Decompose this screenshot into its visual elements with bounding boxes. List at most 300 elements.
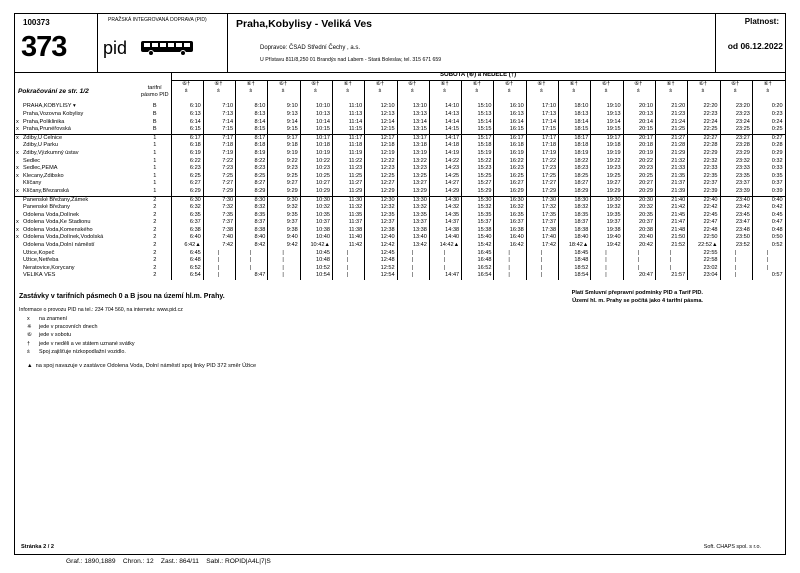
departure-time: | [655, 250, 687, 258]
stop-row [15, 234, 785, 242]
stop-mark: x [16, 219, 19, 226]
departure-time: 20:19 [623, 150, 655, 158]
line-box [15, 14, 98, 72]
departure-time: 14:40 [429, 234, 461, 242]
connection-note [27, 363, 256, 369]
service-code: ⑥† [688, 80, 720, 88]
departure-time: 0:23 [752, 111, 784, 119]
departure-time: 21:23 [655, 111, 687, 119]
departure-time: 23:04 [688, 272, 720, 280]
departure-time: 22:32 [688, 158, 720, 166]
departure-time: 22:24 [688, 119, 720, 127]
zones-note: Zastávky v tarifních pásmech 0 a B jsou na území hl.m. Prahy. [19, 293, 225, 300]
departure-time: | [591, 265, 623, 273]
stop-row [15, 173, 785, 181]
spacer-cell [655, 96, 687, 104]
departure-time: 12:40 [365, 234, 397, 242]
departure-time: 9:18 [268, 142, 300, 150]
departure-time: 11:23 [332, 165, 364, 173]
departure-time: 16:25 [494, 173, 526, 181]
departure-time: 22:29 [688, 150, 720, 158]
departure-time: 9:25 [268, 173, 300, 181]
departure-time: 19:15 [591, 126, 623, 134]
departure-time: 15:27 [462, 180, 494, 188]
departure-time: 18:52 [559, 265, 591, 273]
departure-time: 17:32 [526, 204, 558, 212]
departure-time: 14:22 [429, 158, 461, 166]
stop-name [15, 119, 139, 127]
departure-time: 19:22 [591, 158, 623, 166]
departure-time: 0:39 [752, 188, 784, 196]
legend-text: Spoj zajišťuje nízkopodlažní vozidlo. [39, 348, 126, 355]
stop-row [15, 257, 785, 265]
stop-zone: B [152, 103, 157, 110]
stop-name [15, 219, 139, 227]
departure-time: 11:40 [332, 234, 364, 242]
departure-time: 20:29 [623, 188, 655, 196]
service-code: ⑥† [462, 80, 494, 88]
codes-row [15, 80, 785, 88]
departure-time: 22:42 [688, 204, 720, 212]
departure-time: 13:15 [397, 126, 429, 134]
stop-name [15, 227, 139, 235]
service-code: ⑥† [397, 80, 429, 88]
departure-time: 15:10 [462, 103, 494, 111]
departure-time: 14:25 [429, 173, 461, 181]
stop-label: Neratovice,Korycany [23, 264, 75, 271]
departure-time: 13:27 [397, 180, 429, 188]
departure-time: 16:30 [494, 196, 526, 204]
service-code: ⑥† [526, 80, 558, 88]
departure-time: 9:10 [268, 103, 300, 111]
legend-item [27, 315, 135, 323]
departure-time: | [623, 257, 655, 265]
day-label: SOBOTA (⑥) a NEDĚLE (†) [171, 72, 785, 80]
spacer-cell [203, 96, 235, 104]
timetable-grid [15, 72, 785, 280]
departure-time: 7:19 [203, 150, 235, 158]
service-code: ⑥† [559, 80, 591, 88]
departure-time: 7:13 [203, 111, 235, 119]
departure-time: | [203, 250, 235, 258]
departure-time: 8:17 [236, 134, 268, 142]
departure-time: 8:25 [236, 173, 268, 181]
departure-time: 12:29 [365, 188, 397, 196]
brand-box [98, 14, 228, 72]
stop-mark: x [16, 126, 19, 133]
departure-time: 23:24 [720, 119, 752, 127]
low-floor-mark: ṡ [655, 88, 687, 96]
departure-time: 11:30 [332, 196, 364, 204]
connection-text: na spoj navazuje v zastávce Odolena Voda, Dolní náměstí spoj linky PID 372 směr Úžice [35, 363, 257, 369]
departure-time: 21:24 [655, 119, 687, 127]
stop-zone: 1 [153, 187, 157, 194]
departure-time: 20:15 [623, 126, 655, 134]
departure-time: 22:39 [688, 188, 720, 196]
departure-time: 6:42▲ [171, 242, 203, 250]
departure-time: 19:13 [591, 111, 623, 119]
stop-zone: 1 [153, 172, 157, 179]
low-floor-mark: ṡ [268, 88, 300, 96]
service-code: ⑥† [655, 80, 687, 88]
departure-time: 12:13 [365, 111, 397, 119]
departure-time: 8:42 [236, 242, 268, 250]
departure-time: 21:32 [655, 158, 687, 166]
departure-time: 6:52 [171, 265, 203, 273]
departure-time: 21:29 [655, 150, 687, 158]
legend-text: jede v sobotu [39, 332, 72, 339]
departure-time: 23:39 [720, 188, 752, 196]
departure-time: 8:13 [236, 111, 268, 119]
departure-time: 23:40 [720, 196, 752, 204]
departure-time: 21:47 [655, 219, 687, 227]
departure-time: 18:10 [559, 103, 591, 111]
low-floor-mark: ṡ [332, 88, 364, 96]
stop-label: Úžice,Kopeč [23, 249, 55, 256]
departure-time: 10:23 [300, 165, 332, 173]
departure-time: 15:38 [462, 227, 494, 235]
departure-time: 0:42 [752, 204, 784, 212]
departure-time: 16:27 [494, 180, 526, 188]
departure-time: 0:50 [752, 234, 784, 242]
departure-time: 6:22 [171, 158, 203, 166]
departure-time: 19:27 [591, 180, 623, 188]
stop-row [15, 134, 785, 142]
stop-label: Odolena Voda,Dolní náměstí [23, 242, 95, 249]
stop-zone: 2 [153, 249, 157, 256]
departure-time: 16:14 [494, 119, 526, 127]
stop-mark: x [16, 149, 19, 156]
stop-row [15, 188, 785, 196]
departure-time: 22:27 [688, 134, 720, 142]
departure-time: 16:35 [494, 212, 526, 220]
departure-time: 23:42 [720, 204, 752, 212]
departure-time: | [494, 257, 526, 265]
service-code: ⑥† [623, 80, 655, 88]
departure-time: 0:47 [752, 219, 784, 227]
departure-time: 14:30 [429, 196, 461, 204]
departure-time: 20:13 [623, 111, 655, 119]
departure-time: | [591, 272, 623, 280]
departure-time: 14:15 [429, 126, 461, 134]
departure-time: | [268, 265, 300, 273]
stop-row [15, 250, 785, 258]
departure-time: 19:40 [591, 234, 623, 242]
departure-time: 18:14 [559, 119, 591, 127]
service-code: ⑥† [494, 80, 526, 88]
departure-time: 7:25 [203, 173, 235, 181]
departure-time: 7:42 [203, 242, 235, 250]
departure-time: | [720, 250, 752, 258]
departure-time: | [332, 265, 364, 273]
departure-time: 23:32 [720, 158, 752, 166]
departure-time: 11:32 [332, 204, 364, 212]
stop-zone: 2 [153, 272, 157, 279]
legend-symbol: † [27, 340, 30, 347]
departure-time: 13:10 [397, 103, 429, 111]
departure-time: 0:24 [752, 119, 784, 127]
departure-time: 18:23 [559, 165, 591, 173]
info-note: Informace o provozu PID na tel.: 234 704 560, na internetu: www.pid.cz [19, 307, 183, 313]
departure-time: 14:17 [429, 134, 461, 142]
spacer-cell [332, 96, 364, 104]
departure-time: 20:32 [623, 204, 655, 212]
departure-time: 13:35 [397, 212, 429, 220]
departure-time: 8:32 [236, 204, 268, 212]
departure-time: 15:37 [462, 219, 494, 227]
route-name: Praha,Kobylisy - Veliká Ves [236, 18, 372, 30]
departure-time: 10:35 [300, 212, 332, 220]
departure-time: | [236, 257, 268, 265]
departure-time: 11:27 [332, 180, 364, 188]
departure-time: 7:29 [203, 188, 235, 196]
stop-zone: 1 [153, 180, 157, 187]
departure-time: 17:10 [526, 103, 558, 111]
departure-time: 21:25 [655, 126, 687, 134]
departure-time: 16:48 [462, 257, 494, 265]
stop-label: Zdiby,Výzkumný ústav [23, 149, 79, 156]
departure-time: 23:02 [688, 265, 720, 273]
spacer-cell [752, 96, 784, 104]
departure-time: | [526, 272, 558, 280]
departure-time: 8:37 [236, 219, 268, 227]
stop-name [15, 158, 139, 166]
low-floor-mark: ṡ [397, 88, 429, 96]
stop-zone: 2 [153, 234, 157, 241]
departure-time: 21:50 [655, 234, 687, 242]
departure-time: 13:25 [397, 173, 429, 181]
stop-row [15, 272, 785, 280]
departure-time: | [494, 265, 526, 273]
departure-time: 20:27 [623, 180, 655, 188]
departure-time: 14:13 [429, 111, 461, 119]
departure-time: 6:23 [171, 165, 203, 173]
low-floor-mark: ṡ [429, 88, 461, 96]
departure-time: 0:32 [752, 158, 784, 166]
departure-time: 18:35 [559, 212, 591, 220]
departure-time: 9:17 [268, 134, 300, 142]
departure-time: | [268, 272, 300, 280]
stop-name [15, 142, 139, 150]
departure-time: 6:45 [171, 250, 203, 258]
departure-time: 7:10 [203, 103, 235, 111]
departure-time: 15:19 [462, 150, 494, 158]
departure-time: 11:19 [332, 150, 364, 158]
stop-zone: 1 [153, 149, 157, 156]
departure-time: 7:17 [203, 134, 235, 142]
stop-label: Sedlec [23, 157, 41, 164]
departure-time: 17:14 [526, 119, 558, 127]
departure-time: 7:35 [203, 212, 235, 220]
departure-time: 9:30 [268, 196, 300, 204]
departure-time: 16:37 [494, 219, 526, 227]
departure-time: 10:52 [300, 265, 332, 273]
spacer-cell [171, 96, 203, 104]
departure-time: 20:47 [623, 272, 655, 280]
departure-time: 11:17 [332, 134, 364, 142]
departure-time: | [203, 257, 235, 265]
departure-time: 9:38 [268, 227, 300, 235]
service-code: ⑥† [300, 80, 332, 88]
departure-time: 6:17 [171, 134, 203, 142]
stop-row [15, 158, 785, 166]
departure-time: 20:38 [623, 227, 655, 235]
departure-time: 8:10 [236, 103, 268, 111]
departure-time: 19:38 [591, 227, 623, 235]
departure-time: 21:27 [655, 134, 687, 142]
departure-time: 20:35 [623, 212, 655, 220]
header [15, 14, 785, 73]
departure-time: 18:45 [559, 250, 591, 258]
departure-time: 13:42 [397, 242, 429, 250]
stop-label: Zdiby,U Čelnice [23, 134, 63, 141]
departure-time: 12:15 [365, 126, 397, 134]
departure-time: 12:10 [365, 103, 397, 111]
departure-time: 8:40 [236, 234, 268, 242]
departure-time: 13:13 [397, 111, 429, 119]
departure-time: 9:29 [268, 188, 300, 196]
departure-time: | [752, 265, 784, 273]
departure-time: 18:54 [559, 272, 591, 280]
prague-zones-note: Území hl. m. Prahy se počítá jako 4 tarifní pásma. [572, 298, 703, 304]
legend-text: jede v neděli a ve státem uznané svátky [39, 340, 135, 347]
departure-time: | [494, 250, 526, 258]
departure-time: 23:47 [720, 219, 752, 227]
stop-row [15, 212, 785, 220]
departure-time: 11:18 [332, 142, 364, 150]
departure-time: 12:22 [365, 158, 397, 166]
departure-time: 12:18 [365, 142, 397, 150]
departure-time: 18:17 [559, 134, 591, 142]
departure-time: 6:14 [171, 119, 203, 127]
departure-time: 7:37 [203, 219, 235, 227]
departure-time: 15:25 [462, 173, 494, 181]
departure-time: 12:45 [365, 250, 397, 258]
service-code: ⑥† [720, 80, 752, 88]
stop-name [15, 111, 139, 119]
departure-time: | [332, 257, 364, 265]
spacer-cell [236, 96, 268, 104]
departure-time: 9:27 [268, 180, 300, 188]
departure-time: 17:23 [526, 165, 558, 173]
departure-time: 12:14 [365, 119, 397, 127]
departure-time: 10:42▲ [300, 242, 332, 250]
departure-time: 22:58 [688, 257, 720, 265]
departure-time: 16:38 [494, 227, 526, 235]
day-header-row [15, 72, 785, 80]
low-floor-mark: ṡ [720, 88, 752, 96]
departure-time: 6:30 [171, 196, 203, 204]
departure-time: 7:23 [203, 165, 235, 173]
spacer-cell [397, 96, 429, 104]
departure-time: 14:19 [429, 150, 461, 158]
departure-time: 7:38 [203, 227, 235, 235]
legend-symbol: ṡ [27, 348, 30, 355]
stop-row [15, 165, 785, 173]
departure-time: | [203, 265, 235, 273]
spacer-cell [623, 96, 655, 104]
stop-label: Odolena Voda,Komenského [23, 226, 93, 233]
departure-time: 10:38 [300, 227, 332, 235]
zone-header: tarifní pásmo PID [140, 84, 169, 98]
departure-time: 15:29 [462, 188, 494, 196]
departure-time: 8:19 [236, 150, 268, 158]
departure-time: 6:35 [171, 212, 203, 220]
departure-time: 23:37 [720, 180, 752, 188]
legend-item [27, 331, 135, 339]
spacer-cell [429, 96, 461, 104]
stop-mark: x [16, 134, 19, 141]
departure-time: 19:14 [591, 119, 623, 127]
low-floor-mark: ṡ [462, 88, 494, 96]
stop-name [15, 196, 139, 204]
stop-name [15, 234, 139, 242]
departure-time: 15:32 [462, 204, 494, 212]
departure-time: 9:14 [268, 119, 300, 127]
departure-time: 14:38 [429, 227, 461, 235]
service-code: ⑥† [752, 80, 784, 88]
departure-time: 22:20 [688, 103, 720, 111]
departure-time: 13:40 [397, 234, 429, 242]
departure-time: 16:32 [494, 204, 526, 212]
departure-time: 19:18 [591, 142, 623, 150]
departure-time: 6:25 [171, 173, 203, 181]
departure-time: 0:28 [752, 142, 784, 150]
departure-time: 14:29 [429, 188, 461, 196]
departure-time: 16:22 [494, 158, 526, 166]
departure-time: 21:28 [655, 142, 687, 150]
stop-row [15, 227, 785, 235]
departure-time: 22:28 [688, 142, 720, 150]
departure-time: 15:40 [462, 234, 494, 242]
departure-time: 6:18 [171, 142, 203, 150]
departure-time: 18:37 [559, 219, 591, 227]
departure-time: 16:29 [494, 188, 526, 196]
departure-time: 21:39 [655, 188, 687, 196]
stop-zone: B [152, 110, 157, 117]
departure-time: 10:54 [300, 272, 332, 280]
rules-note: Platí Smluvní přepravní podmínky PID a Tarif PID. [571, 290, 703, 296]
spacer-cell [720, 96, 752, 104]
low-floor-mark: ṡ [688, 88, 720, 96]
stop-label: Klíčany,Březanská [23, 187, 69, 194]
stop-label: Odolena Voda,Ke Stadionu [23, 219, 91, 226]
departure-time: 13:32 [397, 204, 429, 212]
departure-time: 9:37 [268, 219, 300, 227]
departure-time: 17:27 [526, 180, 558, 188]
departure-time: 10:19 [300, 150, 332, 158]
stop-row [15, 142, 785, 150]
departure-time: 13:22 [397, 158, 429, 166]
departure-time: 15:22 [462, 158, 494, 166]
departure-time: 14:32 [429, 204, 461, 212]
departure-time: 18:25 [559, 173, 591, 181]
departure-time: 22:35 [688, 173, 720, 181]
validity-label: Platnost: [744, 17, 779, 26]
departure-time: 8:22 [236, 158, 268, 166]
departure-time: 19:19 [591, 150, 623, 158]
departure-time: 10:37 [300, 219, 332, 227]
departure-time: 12:42 [365, 242, 397, 250]
departure-time: 19:25 [591, 173, 623, 181]
departure-time: 22:23 [688, 111, 720, 119]
departure-time: 17:18 [526, 142, 558, 150]
stop-row [15, 242, 785, 250]
stop-label: Odolena Voda,Dolínek [23, 211, 79, 218]
spacer-cell [688, 96, 720, 104]
departure-time: 21:48 [655, 227, 687, 235]
stop-row [15, 119, 785, 127]
